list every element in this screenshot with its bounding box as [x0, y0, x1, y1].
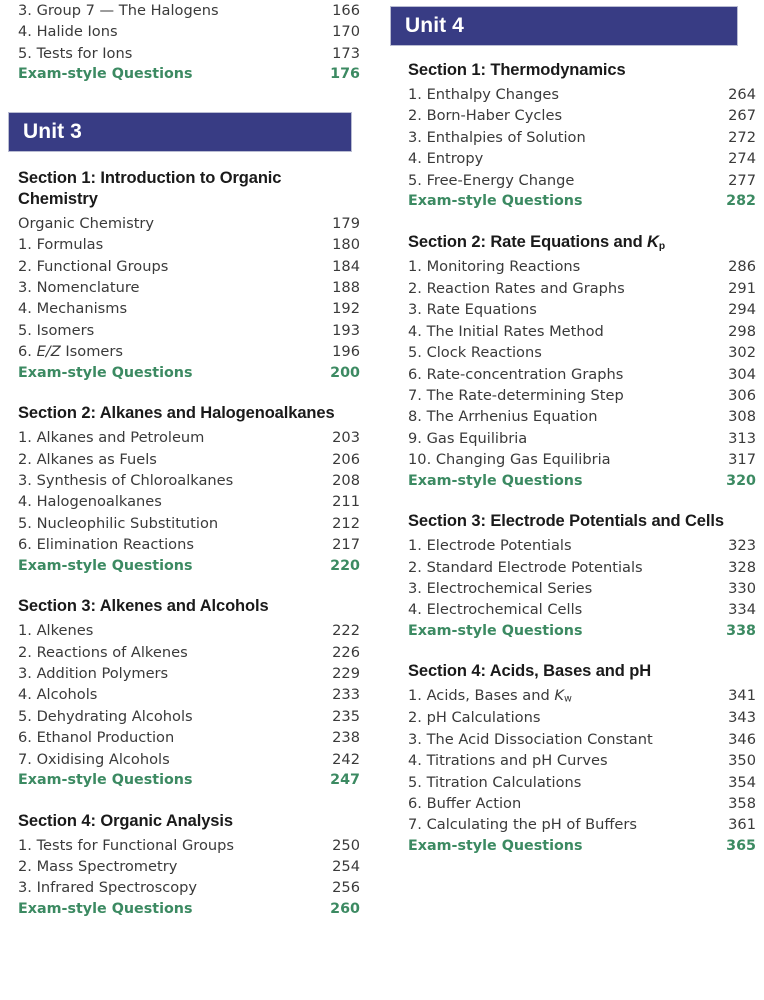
toc-section-block [408, 60, 756, 213]
toc-entry-row[interactable] [18, 856, 360, 877]
toc-entry-label: 2. pH Calculations [408, 709, 541, 727]
toc-entry-row[interactable] [408, 256, 756, 277]
toc-entry-label: 4. Mechanisms [18, 300, 128, 318]
exam-style-questions-row[interactable] [408, 621, 756, 642]
toc-entry-page-number: 180 [332, 236, 360, 254]
toc-entry-row[interactable] [18, 277, 360, 298]
toc-entry-row[interactable] [408, 599, 756, 620]
toc-entry-row[interactable] [408, 578, 756, 599]
toc-entry-label: 7. Calculating the pH of Buffers [408, 816, 638, 834]
unit-banner-label: Unit 3 [23, 119, 82, 143]
toc-entry-label: 10. Changing Gas Equilibria [408, 451, 611, 469]
toc-entry-row[interactable] [408, 148, 756, 169]
toc-entry-page-number: 338 [726, 622, 756, 639]
toc-entry-label: 1. Tests for Functional Groups [18, 836, 234, 854]
toc-entry-row[interactable] [18, 341, 360, 362]
toc-entry-label: 4. Alcohols [18, 686, 98, 704]
toc-entry-row[interactable] [18, 663, 360, 684]
toc-entry-page-number: 235 [332, 707, 360, 725]
toc-entry-label: 3. Enthalpies of Solution [408, 128, 586, 146]
toc-entry-row[interactable] [408, 557, 756, 578]
toc-entry-page-number: 203 [332, 429, 360, 447]
toc-entry-page-number: 272 [728, 128, 756, 146]
toc-entry-row[interactable] [18, 256, 360, 277]
toc-entry-page-number: 330 [728, 580, 756, 598]
toc-entry-label: 1. Alkanes and Petroleum [18, 429, 205, 447]
toc-entry-label: 7. The Rate-determining Step [408, 387, 624, 405]
toc-entry-page-number: 313 [728, 429, 756, 447]
toc-entry-page-number: 226 [332, 643, 360, 661]
toc-entry-page-number: 233 [332, 686, 360, 704]
toc-entry-label: 6. Ethanol Production [18, 729, 175, 747]
toc-entry-label: 2. Reactions of Alkenes [18, 643, 188, 661]
toc-entry-label: 4. Entropy [408, 150, 484, 168]
toc-entry-page-number: 294 [728, 301, 756, 319]
toc-entry-label: 2. Functional Groups [18, 257, 169, 275]
toc-entry-row[interactable] [408, 729, 756, 750]
toc-entry-page-number: 306 [728, 387, 756, 405]
toc-entry-label: 5. Isomers [18, 321, 95, 339]
toc-entry-label: 3. Rate Equations [408, 301, 537, 319]
toc-entry-label: 2. Reaction Rates and Graphs [408, 279, 625, 297]
toc-entry-page-number: 350 [728, 752, 756, 770]
exam-style-questions-row[interactable] [18, 64, 360, 85]
toc-entry-page-number: 217 [332, 536, 360, 554]
toc-entry-label: Exam-style Questions [18, 364, 193, 381]
section-heading: Section 3: Alkenes and Alcohols [18, 597, 269, 616]
toc-entry-label: Exam-style Questions [408, 837, 583, 854]
unit-banner-label: Unit 4 [405, 14, 464, 37]
section-heading: Section 4: Organic Analysis [18, 811, 233, 830]
toc-entry-page-number: 282 [726, 193, 756, 210]
toc-entry-page-number: 222 [332, 622, 360, 640]
exam-style-questions-row[interactable] [18, 899, 360, 920]
toc-entry-row[interactable] [408, 428, 756, 449]
toc-entry-page-number: 361 [728, 816, 756, 834]
toc-entry-label: Exam-style Questions [408, 622, 583, 639]
toc-entry-page-number: 173 [332, 44, 360, 62]
toc-entry-page-number: 206 [332, 450, 360, 468]
toc-entry-page-number: 211 [332, 493, 360, 511]
toc-entry-page-number: 188 [332, 278, 360, 296]
toc-entry-row[interactable] [18, 620, 360, 641]
toc-entry-page-number: 220 [330, 557, 360, 574]
toc-entry-row[interactable] [18, 491, 360, 512]
toc-entry-page-number: 346 [728, 730, 756, 748]
toc-entry-row[interactable] [18, 642, 360, 663]
toc-entry-page-number: 354 [728, 773, 756, 791]
toc-entry-label: 1. Monitoring Reactions [408, 258, 581, 276]
toc-entry-row[interactable] [408, 321, 756, 342]
left-section-container [18, 168, 360, 921]
toc-entry-row[interactable] [408, 793, 756, 814]
toc-section-block [18, 596, 360, 791]
toc-entry-label: 8. The Arrhenius Equation [408, 408, 598, 426]
exam-style-questions-row[interactable] [18, 770, 360, 791]
toc-entry-page-number: 317 [728, 451, 756, 469]
toc-entry-page-number: 256 [332, 879, 360, 897]
toc-entry-label: 6. E/Z Isomers [18, 343, 123, 361]
toc-entry-row[interactable] [18, 43, 360, 64]
toc-entry-row[interactable] [408, 449, 756, 470]
toc-entry-row[interactable] [408, 84, 756, 105]
toc-entry-row[interactable] [18, 320, 360, 341]
toc-entry-page-number: 298 [728, 322, 756, 340]
toc-entry-label: 6. Rate-concentration Graphs [408, 365, 624, 383]
exam-style-questions-row[interactable] [408, 471, 756, 492]
toc-entry-page-number: 264 [728, 85, 756, 103]
section-heading: Section 2: Alkanes and Halogenoalkanes [18, 404, 335, 423]
toc-section-block [18, 168, 360, 384]
toc-entry-label: 1. Acids, Bases and $K_w$ [408, 687, 572, 706]
toc-entry-row[interactable] [18, 213, 360, 234]
toc-entry-label: 9. Gas Equilibria [408, 429, 528, 447]
toc-entry-row[interactable] [18, 298, 360, 319]
toc-entry-row[interactable] [18, 749, 360, 770]
toc-entry-label: 4. The Initial Rates Method [408, 322, 604, 340]
toc-entry-row[interactable] [18, 684, 360, 705]
toc-entry-label: 2. Born-Haber Cycles [408, 107, 563, 125]
toc-entry-page-number: 179 [332, 214, 360, 232]
toc-entry-row[interactable] [18, 727, 360, 748]
toc-entry-page-number: 170 [332, 23, 360, 41]
toc-entry-label: 5. Tests for Ions [18, 44, 133, 62]
toc-entry-page-number: 343 [728, 709, 756, 727]
toc-entry-label: 3. The Acid Dissociation Constant [408, 730, 653, 748]
toc-entry-page-number: 302 [728, 344, 756, 362]
unit-banner-unit-3 [8, 112, 352, 152]
section-heading: Section 3: Electrode Potentials and Cells [408, 512, 724, 531]
toc-entry-label: 4. Electrochemical Cells [408, 601, 583, 619]
exam-style-questions-row[interactable] [18, 363, 360, 384]
toc-entry-label: 3. Nomenclature [18, 278, 140, 296]
toc-entry-page-number: 274 [728, 150, 756, 168]
toc-entry-row[interactable] [18, 835, 360, 856]
toc-entry-row[interactable] [408, 535, 756, 556]
toc-entry-page-number: 200 [330, 364, 360, 381]
toc-entry-label: 1. Electrode Potentials [408, 537, 572, 555]
toc-entry-row[interactable] [18, 234, 360, 255]
toc-entry-label: Exam-style Questions [18, 772, 193, 789]
section-heading: Section 1: Thermodynamics [408, 61, 626, 79]
toc-entry-row[interactable] [18, 0, 360, 21]
toc-entry-label: 4. Halogenoalkanes [18, 493, 162, 511]
toc-section-block [408, 232, 756, 493]
toc-entry-page-number: 260 [330, 900, 360, 917]
toc-entry-page-number: 286 [728, 258, 756, 276]
toc-entry-label: 3. Group 7 — The Halogens [18, 2, 219, 19]
toc-entry-page-number: 250 [332, 836, 360, 854]
toc-entry-row[interactable] [408, 750, 756, 771]
toc-entry-label: 3. Electrochemical Series [408, 580, 593, 598]
toc-entry-page-number: 328 [728, 558, 756, 576]
toc-entry-page-number: 308 [728, 408, 756, 426]
unit-banner-unit-4 [390, 6, 738, 46]
toc-entry-row[interactable] [408, 278, 756, 299]
toc-entry-label: Exam-style Questions [18, 66, 193, 83]
toc-entry-page-number: 358 [728, 794, 756, 812]
toc-entry-row[interactable] [18, 534, 360, 555]
toc-entry-page-number: 208 [332, 471, 360, 489]
toc-entry-row[interactable] [18, 470, 360, 491]
toc-entry-label: 1. Alkenes [18, 622, 94, 640]
toc-entry-page-number: 277 [728, 171, 756, 189]
toc-entry-label: 6. Elimination Reactions [18, 536, 194, 554]
toc-entry-page-number: 304 [728, 365, 756, 383]
toc-entry-row[interactable] [408, 299, 756, 320]
toc-entry-row[interactable] [18, 427, 360, 448]
continued-entry-list [18, 0, 360, 86]
toc-entry-page-number: 192 [332, 300, 360, 318]
toc-entry-row[interactable] [408, 170, 756, 191]
toc-entry-label: 7. Oxidising Alcohols [18, 750, 170, 768]
toc-entry-page-number: 238 [332, 729, 360, 747]
section-heading: Section 2: Rate Equations and $K_p$ [408, 232, 666, 252]
toc-entry-label: 2. Mass Spectrometry [18, 858, 178, 876]
toc-section-block [408, 511, 756, 642]
toc-entry-row[interactable] [408, 814, 756, 835]
exam-style-questions-row[interactable] [408, 191, 756, 212]
toc-entry-label: 1. Formulas [18, 236, 104, 254]
toc-entry-label: 5. Clock Reactions [408, 344, 542, 362]
toc-entry-label: 2. Alkanes as Fuels [18, 450, 157, 468]
toc-entry-row[interactable] [18, 449, 360, 470]
toc-entry-label: 5. Free-Energy Change [408, 171, 575, 189]
toc-entry-label: 4. Titrations and pH Curves [408, 752, 608, 770]
toc-entry-label: 4. Halide Ions [18, 23, 118, 41]
toc-entry-label: 2. Standard Electrode Potentials [408, 558, 643, 576]
toc-entry-label: Exam-style Questions [408, 193, 583, 210]
right-section-container [408, 60, 756, 857]
toc-entry-label: 1. Enthalpy Changes [408, 85, 560, 103]
toc-entry-label: Exam-style Questions [18, 900, 193, 917]
toc-entry-row[interactable] [408, 406, 756, 427]
toc-entry-row[interactable] [18, 706, 360, 727]
toc-entry-label: 5. Titration Calculations [408, 773, 582, 791]
toc-entry-row[interactable] [408, 685, 756, 707]
toc-entry-page-number: 184 [332, 257, 360, 275]
toc-entry-label: 5. Nucleophilic Substitution [18, 514, 219, 532]
toc-entry-page-number: 341 [728, 687, 756, 705]
section-heading: Section 4: Acids, Bases and pH [408, 662, 652, 681]
toc-entry-row[interactable] [408, 385, 756, 406]
toc-entry-page-number: 247 [330, 772, 360, 789]
exam-style-questions-row[interactable] [408, 836, 756, 857]
toc-entry-page-number: 166 [332, 2, 360, 19]
toc-entry-page-number: 229 [332, 665, 360, 682]
toc-entry-row[interactable] [408, 772, 756, 793]
toc-entry-label: 3. Synthesis of Chloroalkanes [18, 471, 234, 489]
toc-section-block [18, 811, 360, 921]
toc-entry-page-number: 320 [726, 472, 756, 489]
toc-entry-row[interactable] [408, 364, 756, 385]
toc-entry-page-number: 365 [726, 837, 756, 854]
toc-entry-page-number: 242 [332, 750, 360, 768]
toc-entry-page-number: 193 [332, 321, 360, 339]
toc-section-block [18, 403, 360, 577]
toc-entry-row[interactable] [408, 707, 756, 728]
toc-entry-row[interactable] [408, 127, 756, 148]
exam-style-questions-row[interactable] [18, 556, 360, 577]
toc-entry-page-number: 267 [728, 107, 756, 125]
toc-section-block [408, 661, 756, 857]
toc-entry-label: Exam-style Questions [18, 557, 193, 574]
toc-right-column [382, 0, 764, 1000]
toc-entry-row[interactable] [18, 21, 360, 42]
section-heading: Section 1: Introduction to Organic Chemistry [18, 168, 282, 208]
toc-entry-page-number: 196 [332, 343, 360, 361]
toc-entry-label: 6. Buffer Action [408, 794, 522, 812]
toc-entry-row[interactable] [18, 877, 360, 898]
toc-entry-page-number: 334 [728, 601, 756, 619]
toc-entry-label: 5. Dehydrating Alcohols [18, 707, 193, 725]
toc-entry-page-number: 291 [728, 279, 756, 297]
toc-entry-page-number: 212 [332, 514, 360, 532]
toc-entry-page-number: 323 [728, 537, 756, 555]
toc-entry-row[interactable] [408, 342, 756, 363]
toc-entry-label: Exam-style Questions [408, 472, 583, 489]
toc-entry-label: 3. Addition Polymers [18, 665, 169, 682]
toc-entry-label: 3. Infrared Spectroscopy [18, 879, 198, 897]
toc-entry-label: Organic Chemistry [18, 214, 155, 232]
toc-entry-row[interactable] [408, 105, 756, 126]
toc-entry-row[interactable] [18, 513, 360, 534]
toc-entry-page-number: 176 [330, 66, 360, 83]
toc-entry-page-number: 254 [332, 858, 360, 876]
